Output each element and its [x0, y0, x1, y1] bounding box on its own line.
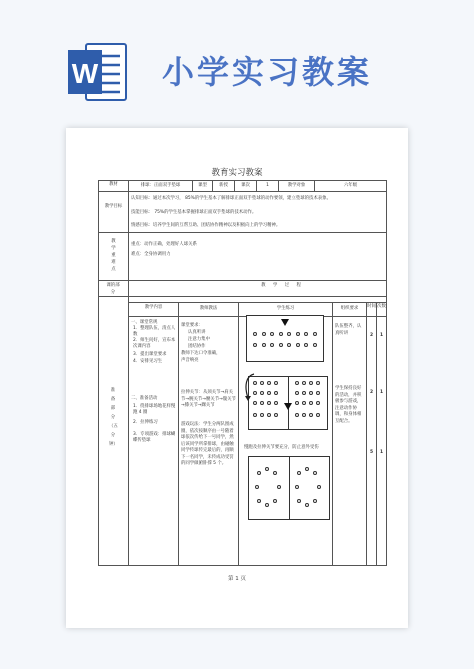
content-line: 2．拉伸练习	[133, 420, 158, 425]
content-line: 2．师生问好，宣布本次课内容	[133, 338, 176, 349]
student-dot-icon	[274, 391, 278, 395]
word-document-icon	[68, 40, 128, 104]
student-dot-icon	[274, 413, 278, 417]
table-line	[366, 302, 367, 565]
student-dot-icon	[302, 413, 306, 417]
curved-arrow-icon	[242, 372, 256, 402]
table-line	[98, 280, 387, 281]
type-label: 课型	[198, 183, 207, 188]
table-border-top	[98, 180, 387, 181]
keypoint-line-1: 重点：动作正确，处理好人球关系	[131, 242, 197, 247]
content-line: 1．整理队伍，清点人数	[133, 326, 176, 337]
teacher-line: 教师下达口令准确，	[181, 351, 221, 356]
table-border-left	[98, 180, 99, 565]
formation-diagram-3	[248, 456, 330, 520]
keypoints-label: 教学重难点	[111, 239, 116, 272]
student-dot-icon	[273, 471, 277, 475]
count-value: 1	[379, 390, 384, 395]
teacher-line: 游戏玩法：学生分两队围成圈，依次按顺序由一号随着球依次传给下一号同学，然后该同学所拿排球，由碰触同学传球传完最后的，再顺下一名同学，未传成功受罚的同学做俯卧撑 5 个。	[181, 422, 234, 466]
student-dot-icon	[296, 343, 300, 347]
word-icon-letter: W	[71, 58, 99, 89]
student-dot-icon	[267, 391, 271, 395]
student-dot-icon	[295, 381, 299, 385]
banner-title: 小学实习教案	[162, 53, 373, 91]
student-dot-icon	[277, 485, 281, 489]
student-dot-icon	[309, 381, 313, 385]
student-dot-icon	[316, 413, 320, 417]
col-teacher-header: 教师教法	[199, 306, 218, 311]
doc-title: 教育实习教案	[211, 168, 263, 178]
content-line: 4．安排见习生	[133, 359, 163, 364]
student-line: 慢跑及拉伸关节要充分，防止意外受伤	[244, 445, 319, 450]
teacher-line: 认真听讲	[188, 330, 206, 335]
time-value: 2	[369, 390, 374, 395]
objectives-label: 教学目标	[104, 204, 123, 209]
col-org-header: 组织要求	[340, 306, 359, 311]
lesson-value: 1	[266, 183, 269, 188]
student-dot-icon	[255, 485, 259, 489]
col-content-header: 教学内容	[144, 305, 163, 310]
table-line	[128, 302, 387, 303]
keypoint-line-2: 难点：全身协调用力	[131, 252, 171, 257]
count-value: 1	[379, 450, 384, 455]
student-dot-icon	[316, 391, 320, 395]
count-label: 教学对象	[287, 183, 306, 188]
col-student-header: 学生练习	[276, 306, 295, 311]
student-dot-icon	[279, 343, 283, 347]
student-dot-icon	[305, 503, 309, 507]
table-line	[332, 302, 333, 565]
student-dot-icon	[317, 485, 321, 489]
student-dot-icon	[287, 332, 291, 336]
table-line	[98, 296, 387, 297]
content-line: 1．绕排球场地花样慢跑 4 圈	[133, 404, 176, 415]
formation-diagram-1	[246, 315, 324, 362]
diagram-divider	[289, 457, 290, 519]
student-dot-icon	[302, 401, 306, 405]
student-dot-icon	[295, 391, 299, 395]
table-line	[98, 191, 387, 192]
table-line	[98, 232, 387, 233]
student-dot-icon	[309, 391, 313, 395]
table-border-bottom	[98, 565, 387, 566]
student-dot-icon	[257, 471, 261, 475]
student-dot-icon	[295, 401, 299, 405]
material-label: 教材	[109, 182, 118, 187]
student-dot-icon	[302, 381, 306, 385]
org-line: 队伍整齐，认真听讲	[335, 324, 362, 336]
student-dot-icon	[267, 401, 271, 405]
student-dot-icon	[309, 413, 313, 417]
student-dot-icon	[316, 381, 320, 385]
teacher-marker-icon	[284, 403, 292, 410]
student-dot-icon	[257, 499, 261, 503]
teacher-line: 课堂要求：	[181, 323, 203, 328]
formation-diagram-2	[248, 376, 328, 430]
student-dot-icon	[297, 499, 301, 503]
student-dot-icon	[279, 332, 283, 336]
table-border-right	[386, 180, 387, 565]
lesson-label: 课次	[241, 183, 250, 188]
student-dot-icon	[253, 413, 257, 417]
objective-line-3: 情感目标：培养学生间的互帮互助、团结协作精神以及积极向上的学习精神。	[131, 223, 281, 228]
time-value: 5	[369, 450, 374, 455]
banner	[0, 0, 474, 120]
student-dot-icon	[273, 499, 277, 503]
col-count-header: 次数	[377, 304, 386, 309]
table-line	[238, 302, 239, 565]
student-dot-icon	[270, 343, 274, 347]
student-dot-icon	[274, 381, 278, 385]
student-dot-icon	[295, 485, 299, 489]
student-dot-icon	[265, 503, 269, 507]
student-dot-icon	[265, 467, 269, 471]
student-dot-icon	[296, 332, 300, 336]
student-dot-icon	[304, 343, 308, 347]
time-value: 2	[369, 333, 374, 338]
teacher-marker-icon	[281, 319, 289, 326]
student-dot-icon	[295, 413, 299, 417]
type-value: 新授	[219, 183, 228, 188]
student-dot-icon	[313, 343, 317, 347]
process-header: 教 学 过 程	[261, 283, 304, 288]
content-line: 3．专项游戏：排球蝴蝶传垫球	[133, 432, 176, 443]
student-dot-icon	[313, 332, 317, 336]
student-dot-icon	[262, 332, 266, 336]
student-dot-icon	[253, 343, 257, 347]
student-dot-icon	[267, 413, 271, 417]
student-dot-icon	[274, 401, 278, 405]
content-line: 3．提出课堂要求	[133, 352, 167, 357]
content-line: 一、课堂常规	[131, 320, 158, 325]
objective-line-1: 认知目标：通过本次学习， 85%的学生基本了解排球正面双手垫球的动作要领，建立垫球的技术表象。	[131, 196, 331, 201]
table-line	[128, 180, 129, 565]
col-time-header: 时间	[367, 304, 376, 309]
student-dot-icon	[260, 381, 264, 385]
student-dot-icon	[305, 467, 309, 471]
objective-line-2: 技能目标： 75%的学生基本掌握排球正面双手垫球的技术动作。	[131, 210, 257, 215]
grade-value: 六年级	[343, 183, 358, 188]
part-label: 准备部分（五分钟）	[109, 388, 118, 447]
student-dot-icon	[297, 471, 301, 475]
table-line	[178, 302, 179, 565]
teacher-line: 拉伸关节：从颈关节→肩关节→腕关节→腰关节→髋关节→膝关节→踝关节	[181, 390, 236, 408]
count-value: 1	[379, 333, 384, 338]
student-dot-icon	[260, 391, 264, 395]
page-number: 第 1 页	[228, 576, 246, 582]
org-line: 学生保持良好的活动，并积极参与游戏，注意动作协调，和身体相互配合。	[335, 386, 362, 424]
document-page	[66, 128, 408, 628]
teacher-line: 注意力集中	[188, 337, 210, 342]
teacher-line: 声音响亮	[181, 358, 199, 363]
teacher-line: 团结协作	[188, 344, 206, 349]
student-dot-icon	[302, 391, 306, 395]
table-line	[376, 302, 377, 565]
student-dot-icon	[267, 381, 271, 385]
student-dot-icon	[309, 401, 313, 405]
student-dot-icon	[262, 343, 266, 347]
material-content: 排球：正面双手垫球	[140, 183, 181, 188]
student-dot-icon	[304, 332, 308, 336]
student-dot-icon	[270, 332, 274, 336]
process-part-header: 课的部分	[106, 283, 120, 295]
student-dot-icon	[316, 401, 320, 405]
student-dot-icon	[313, 499, 317, 503]
student-dot-icon	[260, 401, 264, 405]
content-line: 二、准备活动	[131, 396, 158, 401]
student-dot-icon	[287, 343, 291, 347]
student-dot-icon	[313, 471, 317, 475]
student-dot-icon	[260, 413, 264, 417]
student-dot-icon	[253, 332, 257, 336]
